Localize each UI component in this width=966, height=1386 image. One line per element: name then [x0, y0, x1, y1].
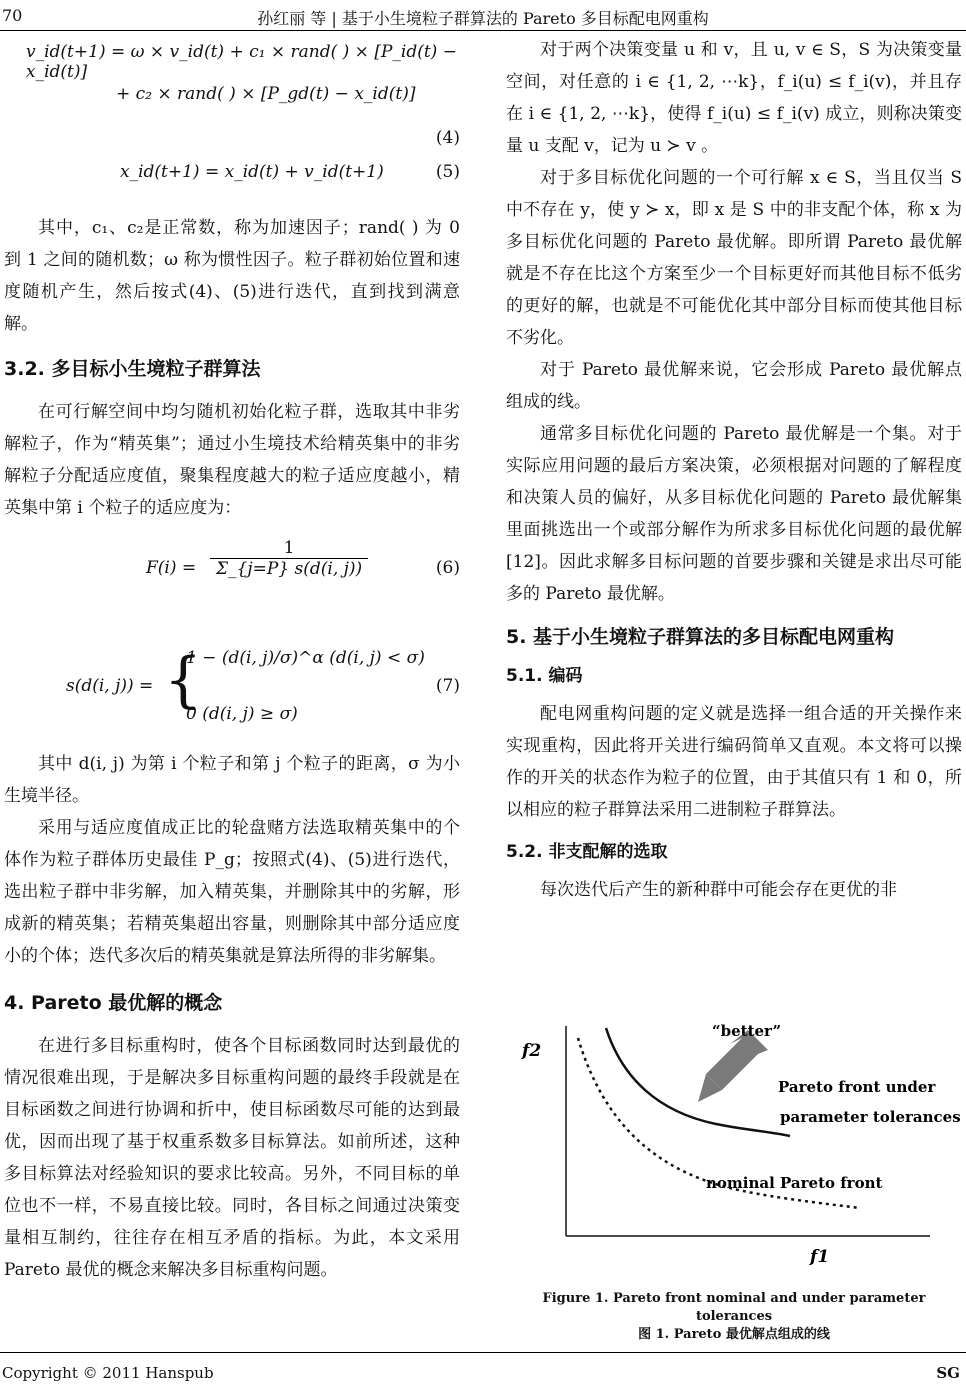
- right-column: [506, 34, 962, 906]
- running-title: 孙红丽 等 | 基于小生境粒子群算法的 Pareto 多目标配电网重构: [257, 9, 709, 28]
- f1-label: f1: [810, 1247, 830, 1267]
- f2-label: f2: [522, 1041, 542, 1061]
- equation-7-number: (7): [435, 676, 460, 696]
- section-4-title: 4. Pareto 最优解的概念: [4, 992, 223, 1014]
- right-paragraph-1: 对于两个决策变量 u 和 v，且 u, v ∈ S，S 为决策变量空间，对任意的 i ∈ {1, 2, ⋯k}，f_i(u) ≤ f_i(v)，并且存在 i ∈ {1, 2, ⋯k}，使得 f_i(u) ≤ f_i(v) 成立，则称决策变量 u 支配 v，记为 u ≻ v 。: [506, 40, 962, 156]
- equation-4: [4, 34, 460, 126]
- upper-curve-label-1: Pareto front under: [778, 1078, 936, 1096]
- journal-abbreviation: SG: [936, 1364, 960, 1382]
- section-5-2-title: 5.2. 非支配解的选取: [506, 842, 668, 862]
- paragraph-after-eq7-b: 采用与适应度值成正比的轮盘赌方法选取精英集中的个体作为粒子群体历史最佳 P_g；按照式(4)、(5)进行迭代，选出粒子群中非劣解，加入精英集，并删除其中的劣解，形成新的精英集；若精英集超出容量，则删除其中部分适应度小的个体；迭代多次后的精英集就是算法所得的非劣解集。: [4, 818, 460, 966]
- equation-4-line-2: + c₂ × rand( ) × [P_gd(t) − x_id(t)]: [116, 84, 416, 104]
- equation-7: [4, 634, 460, 742]
- equation-7-brace: {: [164, 645, 203, 715]
- right-paragraph-2: 对于多目标优化问题的一个可行解 x ∈ S，当且仅当 S 中不存在 y，使 y ≻ x，即 x 是 S 中的非支配个体，称 x 为多目标优化问题的 Pareto 最优解。即所谓 Pareto 最优解就是不存在比这个方案至少一个目标更好而其他目标不低劣的更好的解，也就是不可能优化其中部分目标而使其他目标不劣化。: [506, 168, 962, 348]
- equation-6-denominator: Σ_{j=P} s(d(i, j)): [216, 559, 363, 579]
- copyright: Copyright © 2011 Hanspub: [2, 1364, 214, 1382]
- equation-4-number: (4): [435, 128, 460, 148]
- section-5-1-paragraph: 配电网重构问题的定义就是选择一组合适的开关操作来实现重构，因此将开关进行编码简单又直观。本文将可以操作的开关的状态作为粒子的位置，由于其值只有 1 和 0，所以相应的粒子群算法采用二进制粒子群算法。: [506, 704, 962, 820]
- equation-6-number: (6): [435, 558, 460, 578]
- left-column: [4, 34, 460, 1286]
- section-5-2-paragraph: 每次迭代后产生的新种群中可能会存在更优的非: [540, 880, 897, 900]
- page-header: [0, 0, 966, 34]
- equation-5-body: x_id(t+1) = x_id(t) + v_id(t+1): [120, 162, 384, 182]
- lower-curve-label: nominal Pareto front: [706, 1174, 883, 1192]
- page-footer: [0, 1352, 966, 1386]
- figure-1-pareto-front: [510, 1008, 964, 1278]
- right-paragraph-4: 通常多目标优化问题的 Pareto 最优解是一个集。对于实际应用问题的最后方案决策，必须根据对问题的了解程度和决策人员的偏好，从多目标优化问题的 Pareto 最优解集里面挑选出一个或部分解作为所求多目标优化问题的最优解[12]。因此求解多目标问题的首要步骤和关键是求出尽可能多的 Pareto 最优解。: [506, 424, 962, 604]
- header-rule: [0, 30, 966, 31]
- paragraph-after-eq5: 其中，c₁、c₂是正常数，称为加速因子；rand( ) 为 0 到 1 之间的随机数；ω 称为惯性因子。粒子群初始位置和速度随机产生，然后按式(4)、(5)进行迭代，直到找到满意解。: [4, 218, 460, 334]
- equation-6-lhs: F(i) =: [146, 558, 197, 578]
- right-paragraph-3: 对于 Pareto 最优解来说，它会形成 Pareto 最优解点组成的线。: [506, 360, 962, 412]
- figure-1-caption-en: Figure 1. Pareto front nominal and under parameter tolerances: [542, 1291, 926, 1324]
- footer-rule: [0, 1352, 966, 1353]
- equation-5-number: (5): [435, 162, 460, 182]
- equation-4-number-row: [4, 126, 460, 158]
- section-3-2-title: 3.2. 多目标小生境粒子群算法: [4, 358, 261, 380]
- pareto-front-under-tolerances-curve: [606, 1028, 790, 1136]
- paragraph-after-eq7-a: 其中 d(i, j) 为第 i 个粒子和第 j 个粒子的距离，σ 为小生境半径。: [4, 754, 460, 806]
- equation-6: [4, 532, 460, 624]
- section-5-1-title: 5.1. 编码: [506, 666, 583, 686]
- equation-7-case-1: 1 − (d(i, j)/σ)^α (d(i, j) < σ): [186, 648, 425, 668]
- equation-6-fraction: [210, 538, 368, 579]
- equation-4-line-1: v_id(t+1) = ω × v_id(t) + c₁ × rand( ) × [P_id(t) − x_id(t)]: [26, 42, 457, 82]
- equation-7-lhs: s(d(i, j)) =: [66, 676, 154, 696]
- figure-1-caption: [506, 1290, 962, 1344]
- page-number: 70: [2, 6, 23, 25]
- section-5-title: 5. 基于小生境粒子群算法的多目标配电网重构: [506, 626, 895, 648]
- upper-curve-label-2: parameter tolerances: [780, 1108, 961, 1126]
- section-3-2-paragraph: 在可行解空间中均匀随机初始化粒子群，选取其中非劣解粒子，作为“精英集”；通过小生境技术给精英集中的非劣解粒子分配适应度值，聚集程度越大的粒子适应度越小，精英集中第 i 个粒子的适应度为：: [4, 402, 460, 518]
- equation-5: [4, 158, 460, 200]
- equation-6-numerator: 1: [210, 538, 368, 559]
- better-label: “better”: [712, 1022, 782, 1040]
- section-4-paragraph: 在进行多目标重构时，使各个目标函数同时达到最优的情况很难出现，于是解决多目标重构问题的最终手段就是在目标函数之间进行协调和折中，使目标函数尽可能的达到最优，因而出现了基于权重系数多目标算法。如前所述，这种多目标算法对经验知识的要求比较高。另外，不同目标的单位也不一样，不易直接比较。同时，各目标之间通过决策变量相互制约，往往存在相互矛盾的指标。为此，本文采用 Pareto 最优的概念来解决多目标重构问题。: [4, 1036, 460, 1280]
- equation-7-case-2: 0 (d(i, j) ≥ σ): [186, 704, 298, 724]
- figure-1-caption-zh: 图 1. Pareto 最优解点组成的线: [638, 1327, 830, 1342]
